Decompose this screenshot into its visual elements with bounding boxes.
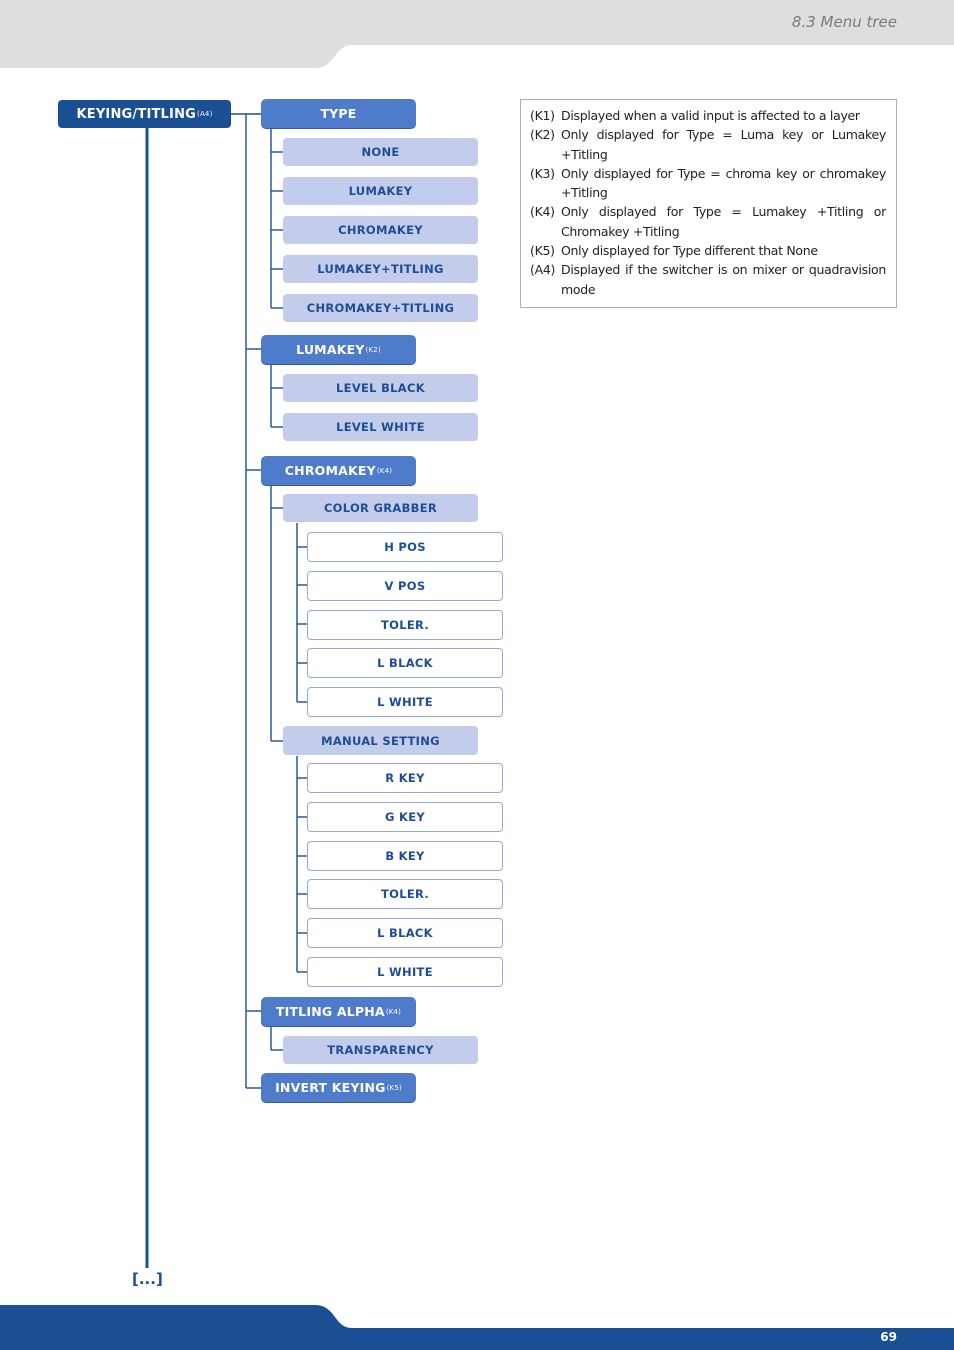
menu-node-label: TYPE: [320, 106, 357, 121]
note-text: Only displayed for Type = Luma key or Lumakey +Titling: [561, 127, 886, 162]
menu-option-label: CHROMAKEY: [338, 223, 423, 237]
menu-node-type[interactable]: [261, 99, 416, 128]
menu-option-label: NONE: [361, 145, 400, 159]
page-number: 69: [880, 1330, 897, 1344]
menu-node-chromakey[interactable]: [261, 456, 416, 485]
note-item: [530, 260, 886, 299]
menu-option-label: R KEY: [385, 771, 425, 785]
menu-option-label: G KEY: [384, 810, 426, 824]
note-code: (K3): [530, 165, 555, 181]
continuation-marker: [...]: [132, 1270, 163, 1288]
note-code: (K1): [530, 108, 555, 123]
note-item: [530, 164, 886, 203]
note-code: (A4): [530, 262, 556, 278]
note-ref: (A4): [197, 110, 213, 118]
note-ref: (K4): [376, 466, 393, 475]
menu-option-r-key[interactable]: [307, 763, 503, 793]
note-code: (K4): [530, 204, 555, 220]
menu-option-g-key[interactable]: [307, 802, 503, 832]
menu-option-label: LUMAKEY: [348, 184, 413, 198]
note-text: Displayed when a valid input is affected to a layer: [561, 108, 860, 123]
notes-legend: [520, 99, 897, 308]
menu-node-label: INVERT KEYING: [275, 1080, 386, 1095]
menu-option-lumakey-titling[interactable]: [283, 255, 478, 283]
menu-node-manual-setting[interactable]: [283, 726, 478, 755]
menu-option-label: LEVEL WHITE: [336, 420, 425, 434]
menu-option-label: L BLACK: [377, 656, 433, 670]
menu-option-label: LEVEL BLACK: [336, 381, 425, 395]
menu-option-toler[interactable]: [307, 610, 503, 640]
menu-option-label: TOLER.: [380, 618, 430, 632]
note-item: [530, 202, 886, 241]
menu-option-label: L WHITE: [377, 695, 433, 709]
menu-node-keying-titling[interactable]: [58, 100, 231, 128]
menu-option-h-pos[interactable]: [307, 532, 503, 562]
menu-option-label: L WHITE: [377, 965, 433, 979]
menu-option-label: V POS: [384, 579, 426, 593]
menu-node-invert-keying[interactable]: [261, 1073, 416, 1102]
note-text: Only displayed for Type = chroma key or chromakey +Titling: [561, 165, 886, 201]
menu-option-label: H POS: [384, 540, 426, 554]
menu-option-lumakey[interactable]: [283, 177, 478, 205]
note-ref: (K5): [386, 1083, 402, 1092]
menu-option-label: MANUAL SETTING: [321, 733, 440, 748]
menu-option-label: CHROMAKEY+TITLING: [306, 301, 455, 315]
note-item: [530, 106, 886, 125]
menu-node-label: TITLING ALPHA: [275, 1004, 385, 1019]
section-title: 8.3 Menu tree: [791, 13, 897, 31]
menu-node-label: KEYING/TITLING: [76, 106, 197, 122]
note-item: [530, 125, 886, 164]
menu-option-l-white[interactable]: [307, 687, 503, 717]
menu-node-lumakey[interactable]: [261, 335, 416, 364]
menu-option-l-black[interactable]: [307, 648, 503, 678]
note-code: (K5): [530, 243, 555, 259]
note-text: Displayed if the switcher is on mixer or quadravision mode: [561, 262, 886, 297]
menu-option-chromakey[interactable]: [283, 216, 478, 244]
menu-option-l-white[interactable]: [307, 957, 503, 987]
menu-option-v-pos[interactable]: [307, 571, 503, 601]
menu-option-b-key[interactable]: [307, 841, 503, 871]
menu-node-label: LUMAKEY: [296, 342, 365, 357]
menu-option-label: B KEY: [385, 849, 425, 863]
menu-option-level-white[interactable]: [283, 413, 478, 441]
menu-node-label: CHROMAKEY: [284, 463, 376, 478]
menu-option-none[interactable]: [283, 138, 478, 166]
note-item: [530, 241, 886, 260]
menu-option-l-black[interactable]: [307, 918, 503, 948]
menu-option-label: LUMAKEY+TITLING: [317, 262, 444, 276]
menu-option-level-black[interactable]: [283, 374, 478, 402]
menu-node-color-grabber[interactable]: [283, 494, 478, 522]
menu-option-label: TRANSPARENCY: [327, 1043, 434, 1057]
menu-node-titling-alpha[interactable]: [261, 997, 416, 1026]
menu-option-label: TOLER.: [380, 887, 430, 901]
note-ref: (K4): [385, 1007, 402, 1016]
menu-option-toler[interactable]: [307, 879, 503, 909]
note-code: (K2): [530, 127, 555, 143]
menu-option-label: COLOR GRABBER: [323, 501, 438, 515]
menu-option-label: L BLACK: [377, 926, 433, 940]
menu-option-chromakey-titling[interactable]: [283, 294, 478, 322]
note-text: Only displayed for Type = Lumakey +Titling or Chromakey +Titling: [561, 204, 886, 239]
note-text: Only displayed for Type different that None: [561, 243, 818, 259]
footer-band: [0, 1300, 954, 1350]
note-ref: (K2): [365, 345, 381, 354]
menu-option-transparency[interactable]: [283, 1036, 478, 1064]
